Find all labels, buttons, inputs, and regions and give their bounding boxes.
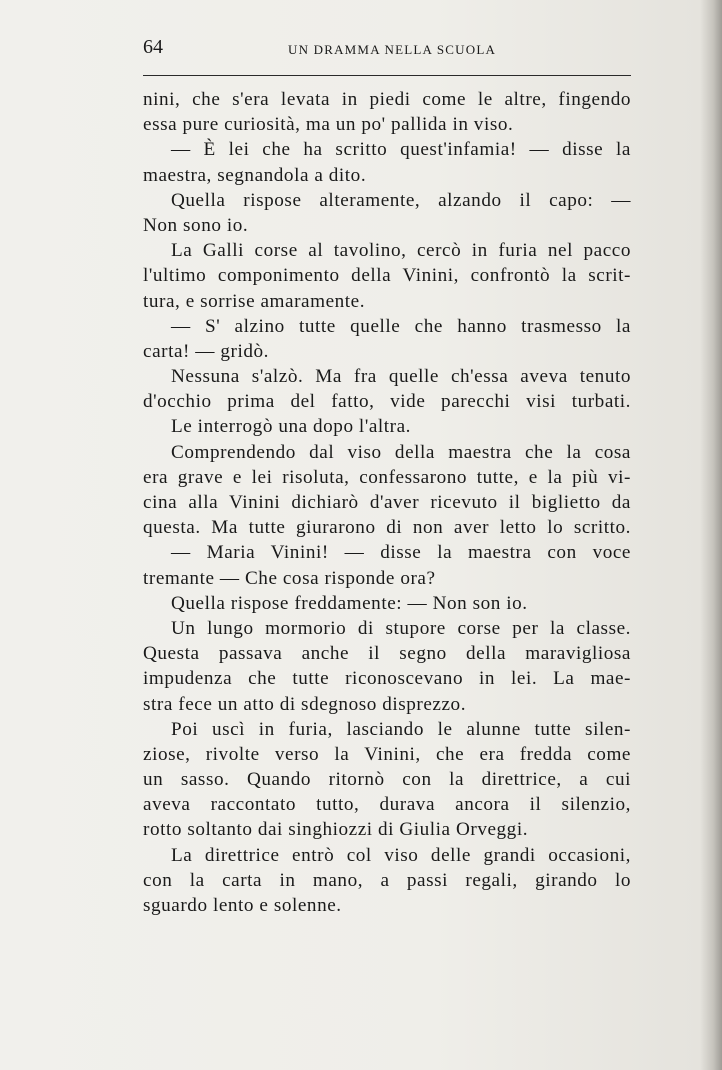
text-line: — È lei che ha scritto quest'infamia! — disse la bbox=[171, 139, 631, 161]
text-line: tremante — Che cosa risponde ora? bbox=[143, 567, 436, 589]
text-line: essa pure curiosità, ma un po' pallida in viso. bbox=[143, 114, 514, 136]
text-line: questa. Ma tutte giurarono di non aver letto lo scritto. bbox=[143, 517, 631, 539]
page-header bbox=[143, 34, 631, 64]
text-line: Quella rispose freddamente: — Non son io. bbox=[171, 592, 528, 614]
text-line: Non sono io. bbox=[143, 214, 249, 236]
text-line: Le interrogò una dopo l'altra. bbox=[171, 416, 412, 438]
text-line: aveva raccontato tutto, durava ancora il silenzio, bbox=[143, 794, 631, 816]
text-line: cina alla Vinini dichiarò d'aver ricevuto il biglietto da bbox=[143, 492, 631, 513]
text-line: era grave e lei risoluta, confessarono tutte, e la più vi- bbox=[143, 466, 631, 488]
text-line: carta! — gridò. bbox=[143, 340, 269, 362]
text-line: Questa passava anche il segno della maravigliosa bbox=[143, 643, 631, 665]
text-line: — Maria Vinini! — disse la maestra con voce bbox=[171, 542, 631, 564]
text-line: Un lungo mormorio di stupore corse per la classe. bbox=[171, 617, 631, 639]
text-line: stra fece un atto di sdegnoso disprezzo. bbox=[143, 693, 467, 715]
page-number: 64 bbox=[143, 36, 163, 58]
text-line: nini, che s'era levata in piedi come le altre, fingendo bbox=[143, 89, 631, 110]
text-line: l'ultimo componimento della Vinini, confrontò la scrit- bbox=[143, 265, 631, 287]
text-line: Comprendendo dal viso della maestra che la cosa bbox=[171, 441, 631, 463]
text-line: La direttrice entrò col viso delle grandi occasioni, bbox=[171, 844, 631, 866]
text-line: — S' alzino tutte quelle che hanno trasmesso la bbox=[171, 315, 631, 337]
text-line: sguardo lento e solenne. bbox=[143, 895, 342, 916]
text-line: tura, e sorrise amaramente. bbox=[143, 290, 366, 312]
text-line: un sasso. Quando ritornò con la direttrice, a cui bbox=[143, 769, 631, 791]
text-line: con la carta in mano, a passi regali, girando lo bbox=[143, 869, 631, 891]
body-text bbox=[143, 87, 631, 918]
text-line: impudenza che tutte riconoscevano in lei. La mae- bbox=[143, 668, 631, 690]
page-edge-shadow bbox=[700, 0, 722, 1070]
text-line: Nessuna s'alzò. Ma fra quelle ch'essa aveva tenuto bbox=[171, 366, 631, 388]
text-line: ziose, rivolte verso la Vinini, che era fredda come bbox=[143, 743, 631, 765]
text-line: d'occhio prima del fatto, vide parecchi visi turbati. bbox=[143, 391, 631, 413]
text-line: rotto soltanto dai singhiozzi di Giulia Orveggi. bbox=[143, 819, 529, 841]
header-rule bbox=[143, 75, 631, 76]
text-line: Quella rispose alteramente, alzando il capo: — bbox=[171, 189, 631, 211]
text-line: Poi uscì in furia, lasciando le alunne tutte silen- bbox=[171, 718, 631, 740]
running-title: UN DRAMMA NELLA SCUOLA bbox=[288, 42, 497, 57]
text-line: maestra, segnandola a dito. bbox=[143, 164, 367, 186]
text-line: La Galli corse al tavolino, cercò in furia nel pacco bbox=[171, 240, 631, 262]
